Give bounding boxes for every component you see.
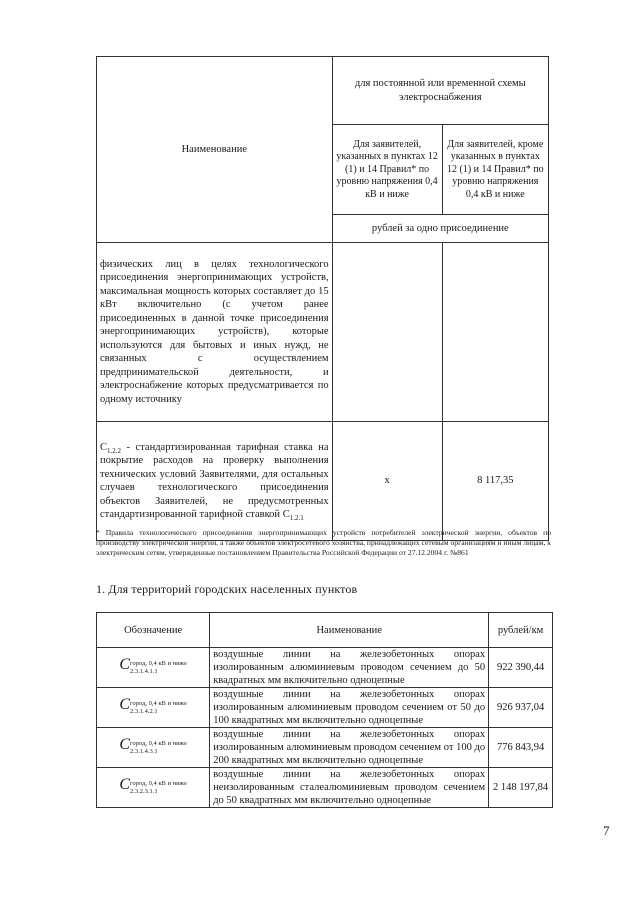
- table-row: [97, 768, 553, 808]
- designation: [97, 688, 210, 728]
- rate-symbol: C: [119, 735, 130, 753]
- row2-col-a: x: [332, 422, 442, 541]
- rate-value: 2 148 197,84: [489, 768, 553, 808]
- row2-text-cell: [97, 422, 333, 541]
- rate-symbol: C: [119, 775, 130, 793]
- rate-index: [130, 740, 187, 756]
- designation: [97, 728, 210, 768]
- rate-symbol: C: [119, 695, 130, 713]
- footnote: * Правила технологического присоединения энергопринимающих устройств потребителей электрической энергии, объектов по производству электрической энергии, а также объектов электросетевого хозяйства, принадлежащих сетевым организациям и иным лицам, к электрическим сетям, утвержденные постановлением Правительства Российской Федерации от 27.12.2004 г. №861: [96, 528, 551, 557]
- rate-sup: город, 0,4 кВ и ниже: [130, 779, 187, 787]
- rate-value: 776 843,94: [489, 728, 553, 768]
- row2-ref-symbol: C: [282, 509, 290, 520]
- rate-index: [130, 660, 187, 676]
- header-col-a: Для заявителей, указанных в пунктах 12 (1) и 14 Правил* по уровню напряжения 0,4 кВ и ниже: [332, 125, 442, 215]
- rate-symbol: C: [119, 655, 130, 673]
- row1-text: физических лиц в целях технологического присоединения энергопринимающих устройств, максимальная мощность которых составляет до 15 кВт включительно (с учетом ранее присоединенных в данной точке присоединения энергопринимающих устройств), которые используются для бытовых и иных нужд, не связанных с осуществлением предпринимательской деятельности, и электроснабжение которых предусматривается по одному источнику: [97, 243, 333, 422]
- row2-symbol-sub: 1.2.2: [107, 446, 122, 455]
- header-col-b: Для заявителей, кроме указанных в пунктах 12 (1) и 14 Правил* по уровню напряжения 0,4 кВ и ниже: [442, 125, 548, 215]
- page-number: 7: [603, 823, 610, 838]
- designation: [97, 648, 210, 688]
- table-row: [97, 688, 553, 728]
- rate-name: воздушные линии на железобетонных опорах изолированным алюминиевым проводом сечением от 50 до 100 квадратных мм включительно одноцепные: [210, 688, 489, 728]
- rate-sub: 2.3.1.4.1.1: [130, 667, 158, 675]
- header-name: Наименование: [97, 57, 333, 243]
- rate-sup: город, 0,4 кВ и ниже: [130, 699, 187, 707]
- header-unit: рублей/км: [489, 613, 553, 648]
- rate-index: [130, 700, 187, 716]
- rate-sup: город, 0,4 кВ и ниже: [130, 739, 187, 747]
- rate-name: воздушные линии на железобетонных опорах изолированным алюминиевым проводом сечением от 100 до 200 квадратных мм включительно одноцепные: [210, 728, 489, 768]
- header-group: для постоянной или временной схемы электроснабжения: [332, 57, 548, 125]
- row1-col-a: [332, 243, 442, 422]
- row2-col-b: 8 117,35: [442, 422, 548, 541]
- table-row: [97, 648, 553, 688]
- rate-name: воздушные линии на железобетонных опорах изолированным алюминиевым проводом сечением до 50 квадратных мм включительно одноцепные: [210, 648, 489, 688]
- row2-text: - стандартизированная тарифная ставка на покрытие расходов на проверку выполнения технических условий Заявителями, для остальных случаев технологического присоединения объектов Заявителей, не предусмотренных стандартизированной тарифной ставкой: [100, 441, 329, 520]
- rate-name: воздушные линии на железобетонных опорах неизолированным сталеалюминиевым проводом сечением до 50 квадратных мм включительно одноцепные: [210, 768, 489, 808]
- row1-col-b: [442, 243, 548, 422]
- rate-sub: 2.3.1.4.3.1: [130, 747, 158, 755]
- header-designation: Обозначение: [97, 613, 210, 648]
- section-title: 1. Для территорий городских населенных пунктов: [96, 582, 358, 596]
- table-row: [97, 728, 553, 768]
- rate-value: 922 390,44: [489, 648, 553, 688]
- rate-sub: 2.3.1.4.2.1: [130, 707, 158, 715]
- rate-sup: город, 0,4 кВ и ниже: [130, 659, 187, 667]
- rate-index: [130, 780, 187, 796]
- row2-symbol: C: [100, 441, 108, 453]
- rate-value: 926 937,04: [489, 688, 553, 728]
- designation: [97, 768, 210, 808]
- header-name: Наименование: [210, 613, 489, 648]
- tariff-table: [96, 56, 549, 541]
- header-unit: рублей за одно присоединение: [332, 215, 548, 243]
- row2-ref-sub: 1.2.1: [289, 514, 304, 523]
- rate-sub: 2.3.2.3.1.1: [130, 787, 158, 795]
- rates-table: [96, 612, 553, 808]
